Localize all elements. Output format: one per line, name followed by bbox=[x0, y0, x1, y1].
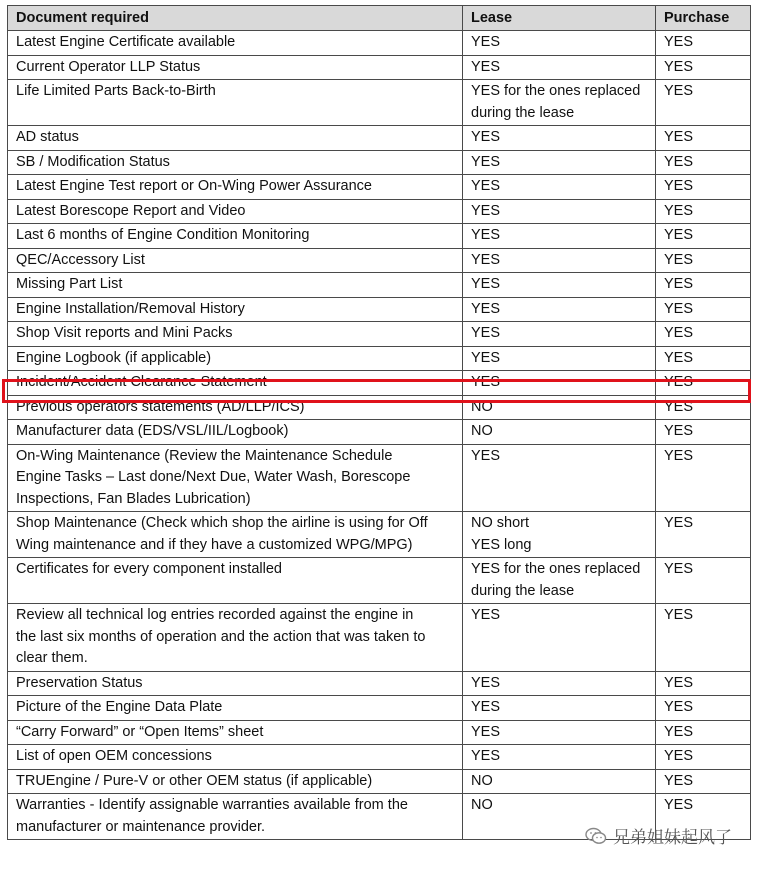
table-row bbox=[8, 745, 751, 770]
cell-lease: NO short YES long bbox=[463, 512, 656, 558]
cell-lease: YES bbox=[463, 444, 656, 512]
cell-document: Engine Logbook (if applicable) bbox=[8, 346, 463, 371]
table-row bbox=[8, 175, 751, 200]
cell-purchase: YES bbox=[656, 297, 751, 322]
table-row bbox=[8, 769, 751, 794]
cell-purchase: YES bbox=[656, 126, 751, 151]
table-row bbox=[8, 273, 751, 298]
header-lease: Lease bbox=[463, 6, 656, 31]
cell-lease: YES bbox=[463, 126, 656, 151]
table-row bbox=[8, 248, 751, 273]
cell-document: AD status bbox=[8, 126, 463, 151]
cell-document: Preservation Status bbox=[8, 671, 463, 696]
cell-purchase: YES bbox=[656, 512, 751, 558]
cell-document: SB / Modification Status bbox=[8, 150, 463, 175]
cell-purchase: YES bbox=[656, 444, 751, 512]
cell-lease: NO bbox=[463, 395, 656, 420]
table-row bbox=[8, 444, 751, 512]
table-row bbox=[8, 346, 751, 371]
cell-document: Shop Visit reports and Mini Packs bbox=[8, 322, 463, 347]
cell-document: On-Wing Maintenance (Review the Maintenance Schedule Engine Tasks – Last done/Next Due, Water Wash, Borescope Inspections, Fan Blades Lubrication) bbox=[8, 444, 463, 512]
cell-lease: NO bbox=[463, 769, 656, 794]
cell-document: Life Limited Parts Back-to-Birth bbox=[8, 80, 463, 126]
cell-document: List of open OEM concessions bbox=[8, 745, 463, 770]
cell-purchase: YES bbox=[656, 794, 751, 840]
cell-document: Manufacturer data (EDS/VSL/IIL/Logbook) bbox=[8, 420, 463, 445]
cell-lease: YES bbox=[463, 745, 656, 770]
cell-document: TRUEngine / Pure-V or other OEM status (if applicable) bbox=[8, 769, 463, 794]
cell-purchase: YES bbox=[656, 175, 751, 200]
cell-purchase: YES bbox=[656, 395, 751, 420]
cell-lease: YES bbox=[463, 273, 656, 298]
cell-document: Previous operators statements (AD/LLP/ICS) bbox=[8, 395, 463, 420]
cell-lease: YES bbox=[463, 604, 656, 672]
cell-lease: YES bbox=[463, 371, 656, 396]
cell-lease: NO bbox=[463, 420, 656, 445]
table-body bbox=[8, 31, 751, 840]
cell-lease: YES bbox=[463, 297, 656, 322]
cell-purchase: YES bbox=[656, 322, 751, 347]
table-row bbox=[8, 604, 751, 672]
cell-document: Latest Engine Certificate available bbox=[8, 31, 463, 56]
cell-document: Certificates for every component installed bbox=[8, 558, 463, 604]
cell-purchase: YES bbox=[656, 80, 751, 126]
table-row bbox=[8, 31, 751, 56]
table-row bbox=[8, 720, 751, 745]
table-row bbox=[8, 512, 751, 558]
table-row bbox=[8, 297, 751, 322]
cell-lease: YES bbox=[463, 175, 656, 200]
cell-purchase: YES bbox=[656, 720, 751, 745]
cell-document: Warranties - Identify assignable warranties available from the manufacturer or maintenance provider. bbox=[8, 794, 463, 840]
cell-purchase: YES bbox=[656, 371, 751, 396]
wechat-icon bbox=[585, 827, 607, 845]
cell-purchase: YES bbox=[656, 558, 751, 604]
table-row bbox=[8, 371, 751, 396]
header-purchase: Purchase bbox=[656, 6, 751, 31]
cell-lease: YES bbox=[463, 322, 656, 347]
cell-document: Current Operator LLP Status bbox=[8, 55, 463, 80]
cell-purchase: YES bbox=[656, 745, 751, 770]
cell-document: Latest Borescope Report and Video bbox=[8, 199, 463, 224]
cell-purchase: YES bbox=[656, 273, 751, 298]
table-row bbox=[8, 126, 751, 151]
header-document-required: Document required bbox=[8, 6, 463, 31]
cell-purchase: YES bbox=[656, 150, 751, 175]
cell-lease: YES bbox=[463, 671, 656, 696]
cell-document: Incident/Accident Clearance Statement bbox=[8, 371, 463, 396]
cell-purchase: YES bbox=[656, 224, 751, 249]
cell-purchase: YES bbox=[656, 346, 751, 371]
cell-lease: YES bbox=[463, 346, 656, 371]
cell-lease: YES bbox=[463, 248, 656, 273]
cell-lease: YES bbox=[463, 150, 656, 175]
table-row bbox=[8, 671, 751, 696]
cell-lease: YES bbox=[463, 199, 656, 224]
cell-lease: YES bbox=[463, 31, 656, 56]
cell-document: Review all technical log entries recorded against the engine in the last six months of operation and the action that was taken to clear them. bbox=[8, 604, 463, 672]
cell-lease: YES bbox=[463, 55, 656, 80]
table-row bbox=[8, 322, 751, 347]
table-row bbox=[8, 55, 751, 80]
cell-purchase: YES bbox=[656, 248, 751, 273]
table-row bbox=[8, 224, 751, 249]
cell-document: Shop Maintenance (Check which shop the airline is using for Off Wing maintenance and if they have a customized WPG/MPG) bbox=[8, 512, 463, 558]
cell-document: Last 6 months of Engine Condition Monitoring bbox=[8, 224, 463, 249]
watermark bbox=[585, 823, 732, 848]
header-row bbox=[8, 6, 751, 31]
cell-lease: YES for the ones replaced during the lease bbox=[463, 80, 656, 126]
cell-purchase: YES bbox=[656, 31, 751, 56]
cell-document: QEC/Accessory List bbox=[8, 248, 463, 273]
table-row bbox=[8, 696, 751, 721]
watermark-text: 兄弟姐妹起风了 bbox=[613, 828, 732, 847]
cell-purchase: YES bbox=[656, 769, 751, 794]
cell-purchase: YES bbox=[656, 55, 751, 80]
cell-document: Picture of the Engine Data Plate bbox=[8, 696, 463, 721]
table-row bbox=[8, 150, 751, 175]
table-row bbox=[8, 80, 751, 126]
table-row bbox=[8, 420, 751, 445]
cell-lease: YES for the ones replaced during the lease bbox=[463, 558, 656, 604]
cell-purchase: YES bbox=[656, 604, 751, 672]
table-row bbox=[8, 199, 751, 224]
cell-lease: YES bbox=[463, 696, 656, 721]
table-row bbox=[8, 558, 751, 604]
documents-table bbox=[7, 5, 751, 840]
cell-document: Latest Engine Test report or On-Wing Power Assurance bbox=[8, 175, 463, 200]
cell-purchase: YES bbox=[656, 420, 751, 445]
cell-lease: YES bbox=[463, 720, 656, 745]
cell-document: Missing Part List bbox=[8, 273, 463, 298]
table-row bbox=[8, 395, 751, 420]
cell-lease: YES bbox=[463, 224, 656, 249]
cell-purchase: YES bbox=[656, 671, 751, 696]
cell-document: “Carry Forward” or “Open Items” sheet bbox=[8, 720, 463, 745]
cell-document: Engine Installation/Removal History bbox=[8, 297, 463, 322]
cell-purchase: YES bbox=[656, 199, 751, 224]
cell-purchase: YES bbox=[656, 696, 751, 721]
cell-lease: NO bbox=[463, 794, 656, 840]
